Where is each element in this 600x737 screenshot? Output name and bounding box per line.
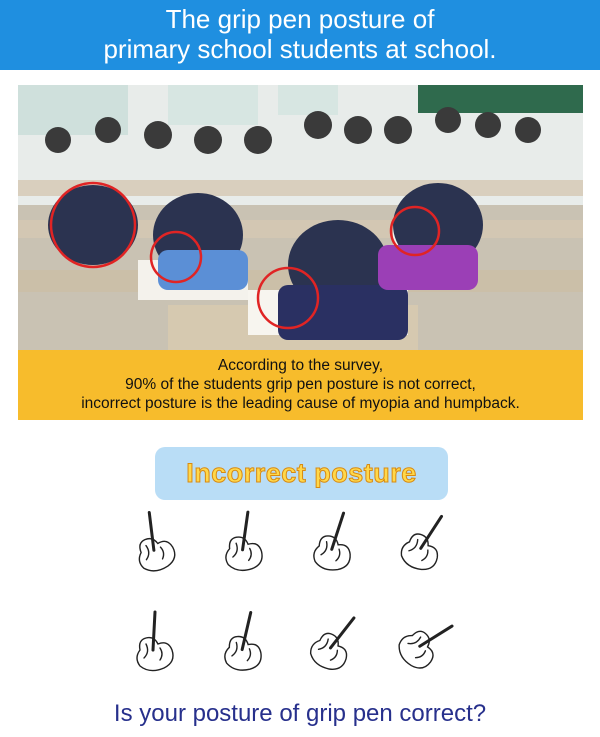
hand-holding-pen-icon: [300, 510, 370, 580]
grip-question: Is your posture of grip pen correct?: [113, 700, 487, 727]
hand-holding-pen-icon: [390, 610, 460, 680]
hand-holding-pen-icon: [300, 610, 370, 680]
classroom-photo: [18, 85, 583, 350]
header-title-line-2: primary school students at school.: [103, 34, 497, 64]
hand-holding-pen-icon: [210, 510, 280, 580]
survey-line-1: According to the survey,: [217, 357, 384, 374]
survey-line-3: incorrect posture is the leading cause of myopia and humpback.: [81, 395, 520, 412]
hand-holding-pen-icon: [120, 510, 190, 580]
hand-holding-pen-icon: [390, 510, 460, 580]
hand-holding-pen-icon: [120, 610, 190, 680]
header-banner: [0, 0, 600, 70]
hand-holding-pen-icon: [210, 610, 280, 680]
incorrect-posture-label: [155, 447, 448, 500]
header-title-line-1: The grip pen posture of: [165, 4, 435, 34]
survey-line-2: 90% of the students grip pen posture is not correct,: [125, 376, 476, 393]
incorrect-grip-examples: [110, 510, 490, 690]
survey-note: [18, 350, 583, 420]
incorrect-posture-text: Incorrect posture: [186, 458, 417, 488]
